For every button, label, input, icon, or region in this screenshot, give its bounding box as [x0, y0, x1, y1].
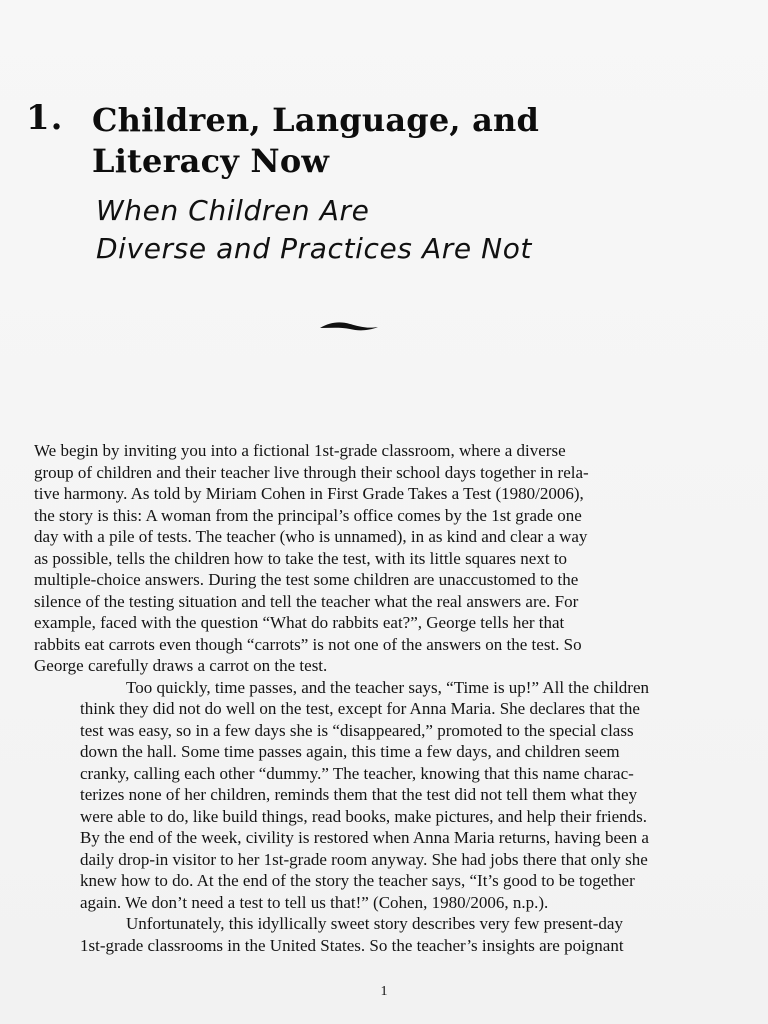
- body-text-line: Too quickly, time passes, and the teacher says, “Time is up!” All the children: [126, 677, 650, 697]
- body-text-line: multiple-choice answers. During the test some children are unaccustomed to the: [34, 570, 579, 589]
- chapter-subtitle-line: Diverse and Practices Are Not: [96, 232, 533, 265]
- body-text-line: tive harmony. As told by Miriam Cohen in First Grade Takes a Test (1980/2006),: [34, 484, 584, 503]
- body-text-line: cranky, calling each other “dummy.” The teacher, knowing that this name charac-: [80, 763, 634, 783]
- body-text-line: test was easy, so in a few days she is “disappeared,” promoted to the special class: [80, 720, 634, 740]
- body-text-line: 1st-grade classrooms in the United States. So the teacher’s insights are poignant: [80, 935, 624, 955]
- chapter-title-line: Children, Language, and: [92, 101, 540, 139]
- chapter-number: 1.: [26, 98, 64, 138]
- chapter-title-line: Literacy Now: [92, 142, 330, 180]
- page-number: 1: [380, 984, 388, 999]
- body-text-line: example, faced with the question “What do rabbits eat?”, George tells her that: [34, 613, 565, 632]
- body-text-line: were able to do, like build things, read books, make pictures, and help their friends.: [80, 806, 647, 826]
- body-text-line: think they did not do well on the test, except for Anna Maria. She declares that the: [80, 699, 640, 718]
- body-text-line: again. We don’t need a test to tell us that!” (Cohen, 1980/2006, n.p.).: [80, 892, 549, 912]
- body-text-line: group of children and their teacher live through their school days together in rela-: [34, 462, 589, 482]
- body-text-line: terizes none of her children, reminds them that the test did not tell them what they: [80, 785, 638, 804]
- body-paragraph: [34, 440, 666, 677]
- body-text-line: knew how to do. At the end of the story the teacher says, “It’s good to be together: [80, 871, 635, 890]
- body-text-line: We begin by inviting you into a fictional 1st-grade classroom, where a diverse: [34, 441, 566, 460]
- body-text-line: the story is this: A woman from the principal’s office comes by the 1st grade one: [34, 505, 582, 525]
- body-text-line: daily drop-in visitor to her 1st-grade room anyway. She had jobs there that only she: [80, 849, 648, 869]
- body-text-line: Unfortunately, this idyllically sweet story describes very few present-day: [126, 914, 623, 933]
- body-paragraph: [34, 677, 666, 914]
- body-text-line: George carefully draws a carrot on the test.: [34, 656, 328, 675]
- body-text: [34, 440, 666, 956]
- body-paragraph: [34, 913, 666, 956]
- chapter-subtitle: [96, 192, 696, 268]
- chapter-title: [92, 100, 652, 182]
- body-text-line: down the hall. Some time passes again, this time a few days, and children seem: [80, 742, 620, 761]
- swash-ornament-icon: [318, 318, 380, 336]
- body-text-line: rabbits eat carrots even though “carrots” is not one of the answers on the test. So: [34, 634, 582, 654]
- body-text-line: By the end of the week, civility is restored when Anna Maria returns, having been a: [80, 828, 649, 847]
- body-text-line: day with a pile of tests. The teacher (who is unnamed), in as kind and clear a way: [34, 527, 588, 546]
- body-text-line: as possible, tells the children how to take the test, with its little squares next to: [34, 548, 568, 568]
- body-text-line: silence of the testing situation and tell the teacher what the real answers are. For: [34, 591, 579, 611]
- chapter-subtitle-line: When Children Are: [96, 194, 370, 227]
